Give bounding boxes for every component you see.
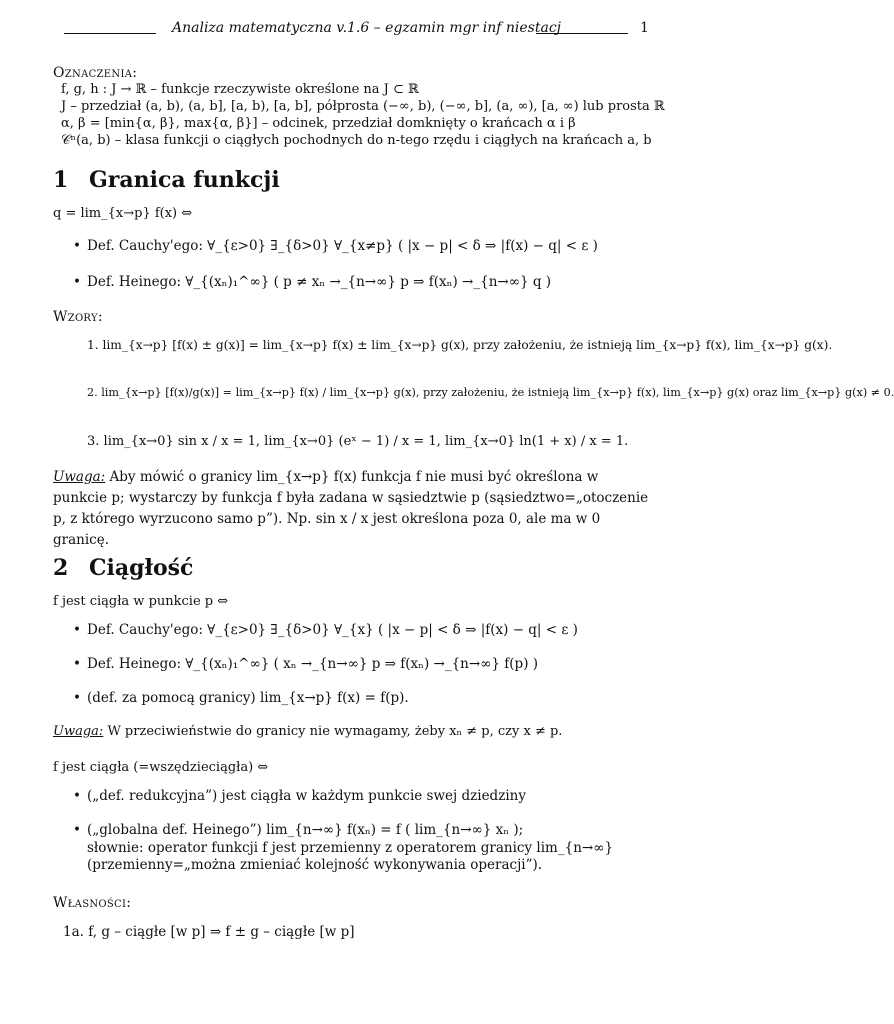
notation-line: α, β = [min{α, β}, max{α, β}] – odcinek, przedział domknięty o krańcach α i β [61, 115, 576, 131]
continuity-definition [53, 594, 653, 611]
list-item: • („def. redukcyjna”) jest ciągła w każdym punkcie swej dziedziny [53, 788, 653, 822]
continuity-definition-formula: f jest ciągła w punkcie p ⇔ [53, 594, 229, 609]
section-title: Ciągłość [89, 555, 194, 581]
global-continuity-formula: f jest ciągła (=wszędzieciągła) ⇔ [53, 760, 269, 775]
limit-definition-formula: q = lim_{x→p} f(x) ⇔ [53, 206, 193, 221]
list-item: • Def. Heinego: ∀_{(xₙ)₁^∞} ( p ≠ xₙ →_{n→∞} p ⇒ f(xₙ) →_{n→∞} q ) [53, 274, 653, 292]
global-heine-note: (przemienny=„można zmieniać kolejność wykonywania operacji”). [87, 857, 543, 874]
section-number: 1 [53, 167, 69, 193]
list-item: • Def. Cauchy'ego: ∀_{ε>0} ∃_{δ>0} ∀_{x} ( |x − p| < δ ⇒ |f(x) − q| < ε ) [53, 622, 653, 656]
properties-heading-block [53, 894, 653, 912]
list-item: 1a. f, g – ciągłe [w p] ⇒ f ± g – ciągłe [w p] [63, 924, 355, 940]
running-header [64, 19, 654, 39]
limit-definition [53, 206, 653, 223]
list-item: 3. lim_{x→0} sin x / x = 1, lim_{x→0} (eˣ − 1) / x = 1, lim_{x→0} ln(1 + x) / x = 1. [87, 434, 629, 449]
global-heine-description: słownie: operator funkcji f jest przemienny z operatorem granicy lim_{n→∞} [87, 839, 614, 856]
section-title: Granica funkcji [89, 167, 280, 193]
page-number: 1 [640, 20, 649, 36]
header-title: Analiza matematyczna v.1.6 – egzamin mgr inf niestacj [172, 20, 561, 36]
properties-list [53, 924, 653, 942]
notation-block [53, 64, 665, 150]
notation-line: 𝒞ⁿ(a, b) – klasa funkcji o ciągłych pochodnych do n-tego rzędu i ciągłych na krańcach a, b [61, 132, 652, 148]
global-continuity-definition [53, 760, 653, 777]
notation-line: J – przedział (a, b), (a, b], [a, b), [a, b], półprosta (−∞, b), (−∞, b], (a, ∞), [a, ∞) lub prosta ℝ [61, 99, 665, 115]
formulas-heading: Wzory: [53, 309, 103, 325]
global-continuity-list [53, 788, 653, 875]
list-item: 1. lim_{x→p} [f(x) ± g(x)] = lim_{x→p} f(x) ± lim_{x→p} g(x), przy założeniu, że istnieją lim_{x→p} f(x), lim_{x→p} g(x). [87, 338, 833, 352]
header-rule-right [536, 33, 628, 34]
limit-remark [53, 467, 653, 551]
header-rule-left [64, 33, 156, 34]
list-item: 2. lim_{x→p} [f(x)/g(x)] = lim_{x→p} f(x) / lim_{x→p} g(x), przy założeniu, że istnieją lim_{x→p} f(x), lim_{x→p} g(x) oraz lim_{x→p} g(x) ≠ 0. [87, 386, 894, 399]
formulas-list [53, 338, 894, 451]
section-number: 2 [53, 555, 69, 581]
remark-text: W przeciwieństwie do granicy nie wymagamy, żeby xₙ ≠ p, czy x ≠ p. [107, 724, 563, 739]
properties-heading: Własności: [53, 895, 132, 911]
section-2-heading [53, 554, 653, 583]
notation-line: f, g, h : J → ℝ – funkcje rzeczywiste określone na J ⊂ ℝ [61, 82, 419, 98]
list-item: • Def. Cauchy'ego: ∀_{ε>0} ∃_{δ>0} ∀_{x≠p} ( |x − p| < δ ⇒ |f(x) − q| < ε ) [53, 238, 653, 274]
remark-text: Aby mówić o granicy lim_{x→p} f(x) funkcja f nie musi być określona w punkcie p; wystarczy by funkcja f była zadana w sąsiedztwie p (sąsiedztwo=„otoczenie p, z którego wyrzucono samo p”). Np. sin x / x jest określona poza 0, ale ma w 0 granicę. [53, 469, 649, 548]
formulas-heading-block [53, 308, 653, 326]
notation-heading: Oznaczenia: [53, 65, 138, 81]
remark-label: Uwaga: [53, 469, 106, 485]
remark-label: Uwaga: [53, 724, 104, 739]
continuity-definitions-list [53, 622, 653, 708]
limit-definitions-list [53, 238, 653, 292]
list-item: • („globalna def. Heinego”) lim_{n→∞} f(xₙ) = f ( lim_{n→∞} xₙ ); [53, 822, 653, 840]
list-item: • (def. za pomocą granicy) lim_{x→p} f(x) = f(p). [53, 690, 653, 708]
section-1-heading [53, 166, 653, 195]
continuity-remark [53, 724, 653, 741]
list-item: • Def. Heinego: ∀_{(xₙ)₁^∞} ( xₙ →_{n→∞} p ⇒ f(xₙ) →_{n→∞} f(p) ) [53, 656, 653, 690]
